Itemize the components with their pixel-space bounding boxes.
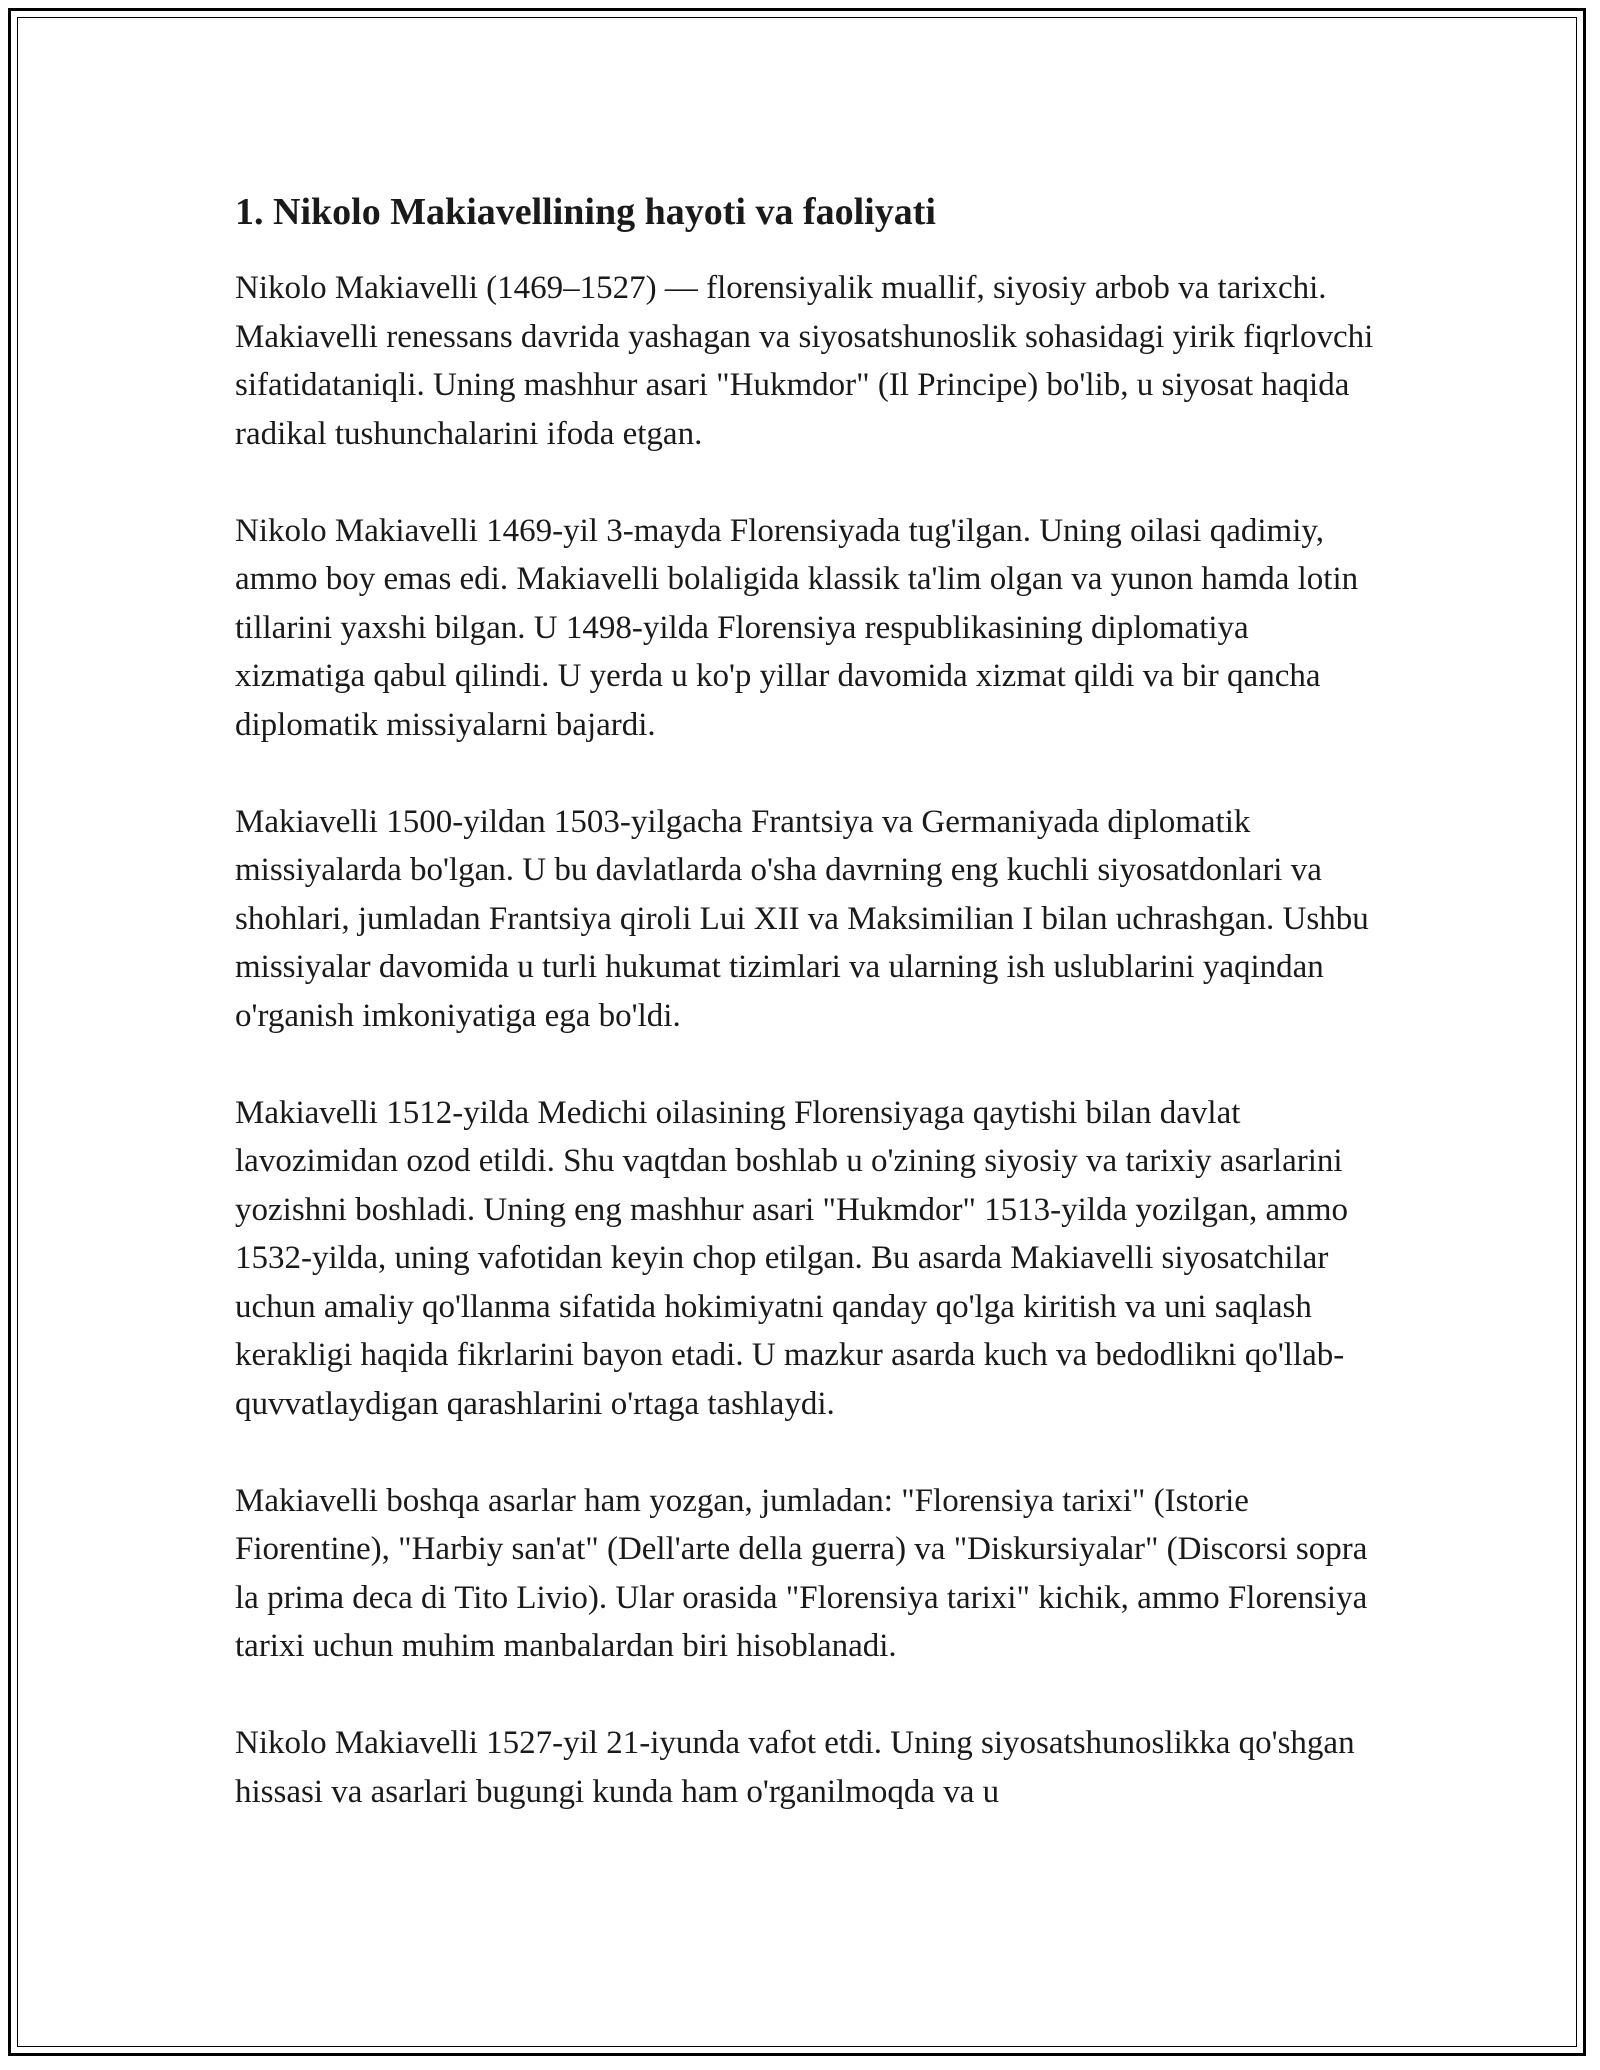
paragraph-early-life: Nikolo Makiavelli 1469-yil 3-mayda Florensiyada tug'ilgan. Uning oilasi qadimiy, ammo boy emas edi. Makiavelli bolaligida klassik ta'lim olgan va yunon hamda lotin tillarini yaxshi bilgan. U 1498-yilda Florensiya respublikasining diplomatiya xizmatiga qabul qilindi. U yerda u ko'p yillar davomida xizmat qildi va bir qancha diplomatik missiyalarni bajardi.	[235, 512, 1359, 743]
paragraph-death: Nikolo Makiavelli 1527-yil 21-iyunda vafot etdi. Uning siyosatshunoslikka qo'shgan hissasi va asarlari bugungi kunda ham o'rganilmoqda va u	[235, 1725, 1355, 1810]
paragraph-diplomatic-missions: Makiavelli 1500-yildan 1503-yilgacha Frantsiya va Germaniyada diplomatik missiyalarda bo'lgan. U bu davlatlarda o'sha davrning eng kuchli siyosatdonlari va shohlari, jumladan Frantsiya qiroli Lui XII va Maksimilian I bilan uchrashgan. Ushbu missiyalar davomida u turli hukumat tizimlari va ularning ish uslublarini yaqindan o'rganish imkoniyatiga ega bo'ldi.	[235, 803, 1369, 1034]
paragraph-intro: Nikolo Makiavelli (1469–1527) — florensiyalik muallif, siyosiy arbob va tarixchi. Makiavelli renessans davrida yashagan va siyosatshunoslik sohasidagi yirik fiqrlovchi sifatidataniqli. Uning mashhur asari "Hukmdor" (Il Principe) bo'lib, u siyosat haqida radikal tushunchalarini ifoda etgan.	[235, 270, 1374, 452]
section-heading: 1. Nikolo Makiavellining hayoti va faoliyati	[235, 191, 936, 233]
paragraph-writings: Makiavelli 1512-yilda Medichi oilasining Florensiyaga qaytishi bilan davlat lavozimidan ozod etildi. Shu vaqtdan boshlab u o'zining siyosiy va tarixiy asarlarini yozishni boshladi. Uning eng mashhur asari "Hukmdor" 1513-yilda yozilgan, ammo 1532-yilda, uning vafotidan keyin chop etilgan. Bu asarda Makiavelli siyosatchilar uchun amaliy qo'llanma sifatida hokimiyatni qanday qo'lga kiritish va uni saqlash kerakligi haqida fikrlarini bayon etadi. U mazkur asarda kuch va bedodlikni qo'llab-quvvatlaydigan qarashlarini o'rtaga tashlaydi.	[235, 1094, 1349, 1422]
document-body	[235, 188, 1375, 1816]
paragraph-other-works: Makiavelli boshqa asarlar ham yozgan, jumladan: "Florensiya tarixi" (Istorie Fiorentine), "Harbiy san'at" (Dell'arte della guerra) va "Diskursiyalar" (Discorsi sopra la prima deca di Tito Livio). Ular orasida "Florensiya tarixi" kichik, ammo Florensiya tarixi uchun muhim manbalardan biri hisoblanadi.	[235, 1482, 1368, 1664]
